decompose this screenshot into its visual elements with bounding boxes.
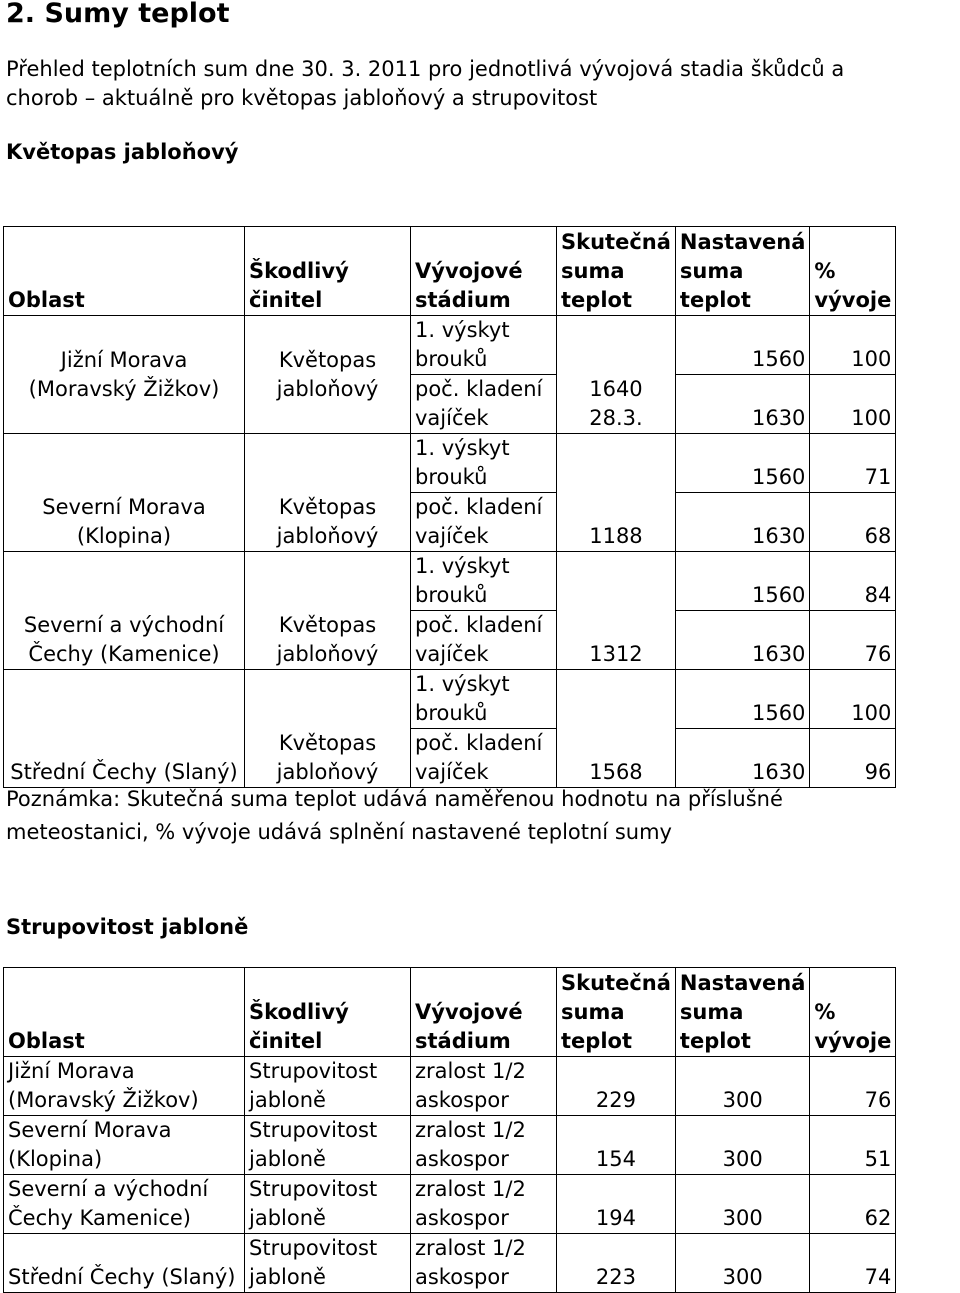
- intro-paragraph: Přehled teplotních sum dne 30. 3. 2011 pro jednotlivá vývojová stadia škůdců a chorob – aktuálně pro květopas jabloňový a strupovitost: [6, 57, 845, 110]
- cell-nastavena: 1560: [675, 316, 810, 375]
- cell-skutecna: 223: [557, 1234, 676, 1293]
- cell-vyvoj: 71: [810, 434, 896, 493]
- cell-vyvoj: 100: [810, 375, 896, 434]
- table-row: [4, 434, 896, 493]
- cell-stadium: poč. kladení vajíček: [411, 611, 557, 670]
- cell-nastavena: 1560: [675, 434, 810, 493]
- table-row: [4, 1057, 896, 1116]
- cell-nastavena: 1630: [675, 611, 810, 670]
- cell-oblast: Jižní Morava (Moravský Žižkov): [4, 1057, 245, 1116]
- table-row: [4, 1116, 896, 1175]
- cell-oblast: Severní a východní Čechy Kamenice): [4, 1175, 245, 1234]
- cell-nastavena: 1630: [675, 375, 810, 434]
- cell-cinitel: Strupovitost jabloně: [245, 1057, 411, 1116]
- cell-skutecna: 1188: [557, 434, 676, 552]
- table-note: Poznámka: Skutečná suma teplot udává naměřenou hodnotu na příslušné meteostanici, % vývoje udává splnění nastavené teplotní sumy: [6, 787, 783, 844]
- cell-stadium: zralost 1/2 askospor: [411, 1234, 557, 1293]
- table-kvetopas: [3, 226, 896, 788]
- cell-nastavena: 300: [675, 1116, 810, 1175]
- header-stadium: Vývojové stádium: [411, 227, 557, 316]
- header-oblast: Oblast: [4, 227, 245, 316]
- header-vyvoj: % vývoje: [810, 227, 896, 316]
- cell-stadium: zralost 1/2 askospor: [411, 1057, 557, 1116]
- header-nastavena: Nastavená suma teplot: [675, 227, 810, 316]
- header-skutecna: Skutečná suma teplot: [557, 227, 676, 316]
- header-cinitel: Škodlivý činitel: [245, 968, 411, 1057]
- section-title-kvetopas: Květopas jabloňový: [6, 140, 239, 164]
- cell-vyvoj: 84: [810, 552, 896, 611]
- cell-stadium: poč. kladení vajíček: [411, 729, 557, 788]
- header-skutecna: Skutečná suma teplot: [557, 968, 676, 1057]
- header-stadium: Vývojové stádium: [411, 968, 557, 1057]
- cell-cinitel: Strupovitost jabloně: [245, 1116, 411, 1175]
- cell-stadium: 1. výskyt brouků: [411, 434, 557, 493]
- page-heading: 2. Sumy teplot: [6, 0, 230, 29]
- cell-stadium: poč. kladení vajíček: [411, 493, 557, 552]
- cell-nastavena: 1560: [675, 552, 810, 611]
- cell-stadium: 1. výskyt brouků: [411, 552, 557, 611]
- table-strupovitost: [3, 967, 896, 1293]
- table-row: [4, 1175, 896, 1234]
- cell-vyvoj: 51: [810, 1116, 896, 1175]
- cell-cinitel: Květopas jabloňový: [245, 316, 411, 434]
- table-row: [4, 1234, 896, 1293]
- cell-stadium: poč. kladení vajíček: [411, 375, 557, 434]
- cell-cinitel: Květopas jabloňový: [245, 670, 411, 788]
- table-header-row: [4, 968, 896, 1057]
- cell-cinitel: Strupovitost jabloně: [245, 1234, 411, 1293]
- cell-nastavena: 300: [675, 1057, 810, 1116]
- table-row: [4, 670, 896, 729]
- cell-stadium: 1. výskyt brouků: [411, 670, 557, 729]
- table-row: [4, 552, 896, 611]
- cell-skutecna: 1640 28.3.: [557, 316, 676, 434]
- cell-skutecna: 154: [557, 1116, 676, 1175]
- cell-oblast: Severní Morava (Klopina): [4, 434, 245, 552]
- cell-oblast: Jižní Morava (Moravský Žižkov): [4, 316, 245, 434]
- cell-nastavena: 1560: [675, 670, 810, 729]
- cell-oblast: Střední Čechy (Slaný): [4, 1234, 245, 1293]
- header-vyvoj: % vývoje: [810, 968, 896, 1057]
- cell-stadium: zralost 1/2 askospor: [411, 1175, 557, 1234]
- cell-cinitel: Květopas jabloňový: [245, 552, 411, 670]
- cell-nastavena: 300: [675, 1234, 810, 1293]
- cell-cinitel: Květopas jabloňový: [245, 434, 411, 552]
- cell-stadium: 1. výskyt brouků: [411, 316, 557, 375]
- cell-stadium: zralost 1/2 askospor: [411, 1116, 557, 1175]
- cell-vyvoj: 74: [810, 1234, 896, 1293]
- cell-vyvoj: 76: [810, 611, 896, 670]
- table-row: [4, 316, 896, 375]
- header-cinitel: Škodlivý činitel: [245, 227, 411, 316]
- cell-nastavena: 300: [675, 1175, 810, 1234]
- cell-cinitel: Strupovitost jabloně: [245, 1175, 411, 1234]
- cell-nastavena: 1630: [675, 493, 810, 552]
- cell-oblast: Střední Čechy (Slaný): [4, 670, 245, 788]
- cell-vyvoj: 68: [810, 493, 896, 552]
- cell-vyvoj: 100: [810, 670, 896, 729]
- cell-vyvoj: 62: [810, 1175, 896, 1234]
- cell-nastavena: 1630: [675, 729, 810, 788]
- header-nastavena: Nastavená suma teplot: [675, 968, 810, 1057]
- cell-vyvoj: 96: [810, 729, 896, 788]
- cell-skutecna: 1568: [557, 670, 676, 788]
- cell-vyvoj: 76: [810, 1057, 896, 1116]
- cell-vyvoj: 100: [810, 316, 896, 375]
- cell-skutecna: 194: [557, 1175, 676, 1234]
- cell-skutecna: 1312: [557, 552, 676, 670]
- header-oblast: Oblast: [4, 968, 245, 1057]
- cell-oblast: Severní a východní Čechy (Kamenice): [4, 552, 245, 670]
- table-header-row: [4, 227, 896, 316]
- cell-skutecna: 229: [557, 1057, 676, 1116]
- section-title-strupovitost: Strupovitost jabloně: [6, 915, 249, 939]
- cell-oblast: Severní Morava (Klopina): [4, 1116, 245, 1175]
